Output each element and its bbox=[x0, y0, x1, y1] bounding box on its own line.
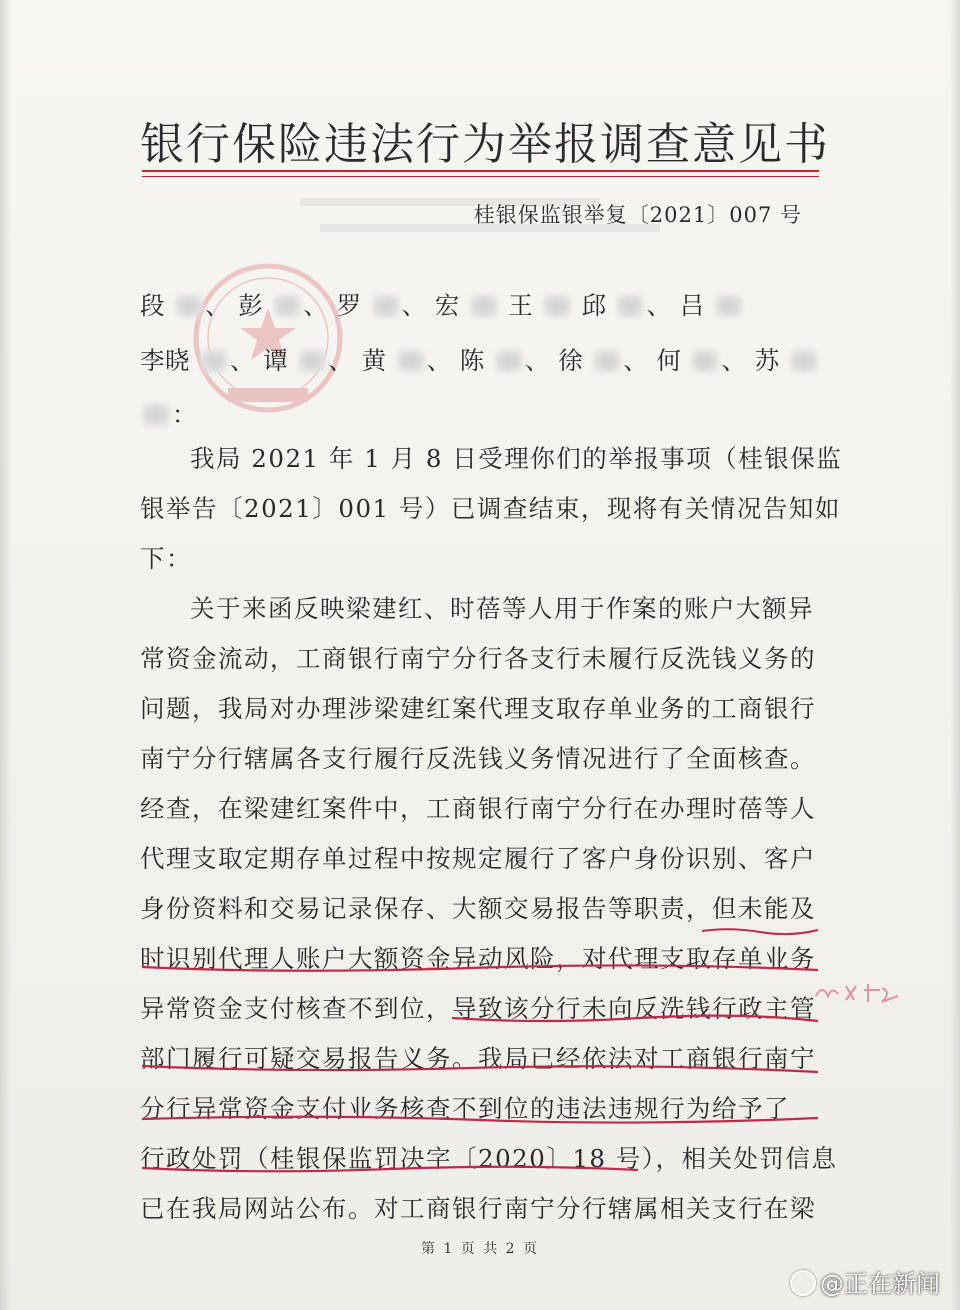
body-line: 银举告〔2021〕001 号）已调查结束，现将有关情况告知如 bbox=[140, 494, 841, 523]
body-line: 部门履行可疑交易报告义务。我局已经依法对工商银行南宁 bbox=[140, 1044, 816, 1073]
document-title: 银行保险违法行为举报调查意见书 bbox=[140, 119, 830, 170]
addressee-name: 段 bbox=[140, 291, 165, 320]
addressee-name: 吕 bbox=[679, 291, 705, 320]
page-edge-shadow bbox=[0, 0, 12, 1310]
redaction-blur bbox=[543, 294, 571, 318]
addressee-name: 邱 bbox=[581, 291, 607, 320]
redaction-blur bbox=[715, 294, 743, 318]
redaction-blur bbox=[495, 349, 523, 373]
redaction-blur bbox=[397, 349, 425, 373]
addressee-name: 谭 bbox=[263, 346, 289, 375]
redaction-blur bbox=[142, 403, 170, 427]
addressee-name: 黄 bbox=[361, 346, 387, 375]
addressee-name: 陈 bbox=[459, 346, 485, 375]
addressee-name: 徐 bbox=[558, 346, 584, 375]
body-line: 代理支取定期存单过程中按规定履行了客户身份识别、客户 bbox=[140, 844, 816, 873]
addressee-colon: ： bbox=[172, 400, 197, 429]
body-line: 身份资料和交易记录保存、大额交易报告等职责，但未能及 bbox=[140, 894, 816, 923]
addressee-line-1: 段 、 彭 、 罗 、 宏 王 邱 、 吕 bbox=[140, 287, 820, 322]
redaction-blur bbox=[593, 349, 621, 373]
redaction-blur bbox=[790, 349, 818, 373]
addressee-line-3 bbox=[140, 396, 820, 431]
addressee-name: 苏 bbox=[754, 346, 780, 375]
body-line: 时识别代理人账户大额资金异动风险，对代理支取存单业务 bbox=[140, 944, 816, 973]
body-line: 我局 2021 年 1 月 8 日受理你们的举报事项（桂银保监 bbox=[190, 444, 843, 473]
body-line: 行政处罚（桂银保监罚决字〔2020〕18 号），相关处罚信息 bbox=[140, 1144, 838, 1173]
body-line: 南宁分行辖属各支行履行反洗钱义务情况进行了全面核查。 bbox=[140, 744, 816, 773]
body-line: 已在我局网站公布。对工商银行南宁分行辖属相关支行在梁 bbox=[140, 1194, 816, 1223]
redaction-blur bbox=[298, 349, 326, 373]
redaction-blur bbox=[691, 349, 719, 373]
margin-handwriting-redacted bbox=[812, 978, 904, 1006]
document-number: 桂银保监银举复〔2021〕007 号 bbox=[473, 203, 802, 227]
addressee-name: 王 bbox=[508, 291, 534, 320]
body-line: 关于来函反映梁建红、时蓓等人用于作案的账户大额异 bbox=[190, 594, 814, 623]
redaction-blur bbox=[273, 294, 301, 318]
addressee-name: 彭 bbox=[238, 291, 264, 320]
body-line: 经查，在梁建红案件中，工商银行南宁分行在办理时蓓等人 bbox=[140, 794, 816, 823]
watermark-logo-icon bbox=[790, 1270, 816, 1296]
addressee-name: 罗 bbox=[336, 291, 362, 320]
page-edge-shadow bbox=[950, 0, 960, 1310]
redaction-blur bbox=[372, 294, 400, 318]
addressee-line-2: 李晓 、 谭 、 黄 、 陈 、 徐 、 何 、 苏 bbox=[140, 342, 820, 377]
source-watermark bbox=[790, 1264, 940, 1299]
handwritten-underline bbox=[700, 925, 820, 937]
body-line: 问题，我局对办理涉梁建红案代理支取存单业务的工商银行 bbox=[140, 694, 816, 723]
redaction-blur bbox=[616, 294, 644, 318]
addressee-name: 宏 bbox=[434, 291, 460, 320]
addressee-name: 李晓 bbox=[140, 346, 190, 375]
redaction-blur bbox=[175, 294, 203, 318]
addressee-name: 何 bbox=[656, 346, 682, 375]
redaction-blur bbox=[200, 349, 228, 373]
body-line: 异常资金支付核查不到位，导致该分行未向反洗钱行政主管 bbox=[140, 994, 816, 1023]
page-number-footer: 第 1 页 共 2 页 bbox=[420, 1241, 540, 1257]
title-red-rule-thin bbox=[142, 176, 819, 177]
body-line: 下： bbox=[140, 544, 192, 573]
title-red-rule bbox=[142, 170, 819, 172]
body-line: 分行异常资金支付业务核查不到位的违法违规行为给予了 bbox=[140, 1094, 790, 1123]
body-line: 常资金流动，工商银行南宁分行各支行未履行反洗钱义务的 bbox=[140, 644, 816, 673]
watermark-text: @正在新闻 bbox=[820, 1270, 940, 1298]
redaction-blur bbox=[470, 294, 498, 318]
